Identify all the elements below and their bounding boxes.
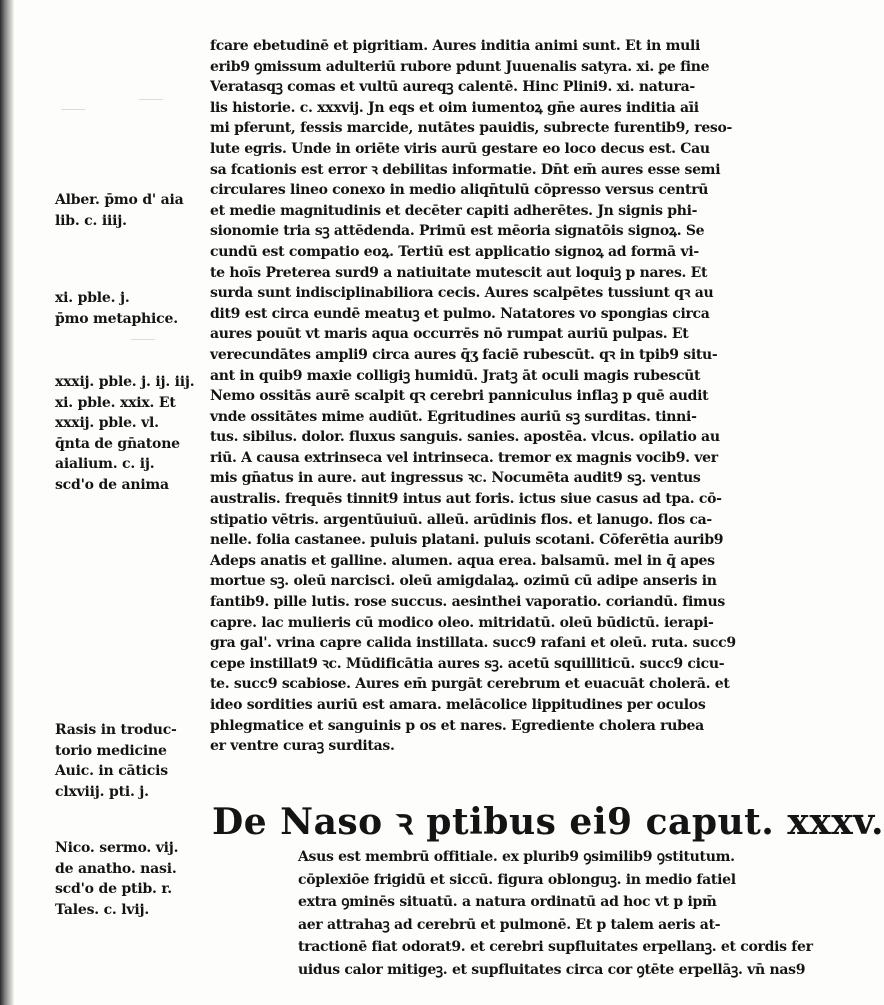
- text-line: et medie magnitudinis et decēter capiti adherētes. Jn signis phi-: [210, 202, 698, 219]
- text-line: dit9 est circa eundē meatuꝫ et pulmo. Natatores vo spongias circa: [210, 305, 710, 322]
- main-text-block: [210, 36, 770, 757]
- text-line: erib9 ꝯmissum adulteriū rubore pdunt Juuenalis satyra. xi. ꝑe fine: [210, 58, 710, 75]
- gutter-shadow: [0, 0, 14, 1005]
- text-line: phlegmatice et sanguinis p os et nares. Egrediente cholera rubea: [210, 717, 704, 734]
- text-line: aures pouūt vt maris aqua occurrēs nō rumpat auriū pulpas. Et: [210, 326, 689, 343]
- text-line: ideo sordities auriū est amara. melācolice lippitudines per oculos: [210, 697, 706, 713]
- chapter-text-block: [298, 846, 813, 981]
- text-line: vnde ossitātes mime audiūt. Egritudines auriū sꝫ surditas. tinni-: [210, 408, 697, 425]
- text-line: er ventre curaꝫ surditas.: [210, 738, 395, 755]
- margin-note: Nico. sermo. vij. de anatho. nasi. scd'o de ptib. r. Tales. c. lvij.: [55, 840, 179, 918]
- chapter-heading: De Naso ꝛ ptibus ei9 caput. xxxv.: [212, 801, 884, 843]
- text-line: gra gal'. vrina capre calida instillata. succ9 rafani et oleū. ruta. succ9: [210, 635, 736, 652]
- text-line: circulares lineo conexo in medio aliqn̄tulū cōpresso versus centrū: [210, 182, 709, 199]
- text-line: mis gn̄atus in aure. aut ingressus ꝛc. Nocumēta audit9 sꝫ. ventus: [210, 470, 701, 487]
- text-line: Asus est membrū offitiale. ex plurib9 ꝯsimilib9 ꝯstitutum.: [298, 849, 735, 865]
- text-line: ant in quib9 maxie colligiꝫ humidū. Jratꝫ āt oculi magis rubescūt: [210, 367, 701, 384]
- text-line: nelle. folia castanee. puluis platani. puluis scotani. Cōferētia aurib9: [210, 532, 724, 549]
- text-line: Veratasqꝫ comas et vultū aureqꝫ calentē. Hinc Plini9. xi. natura-: [210, 79, 695, 96]
- margin-note: xi. pble. j. p̄mo metaphice.: [55, 290, 178, 327]
- text-line: extra ꝯminēs situatū. a natura ordinatū ad hoc vt p ipm̄: [298, 894, 717, 910]
- text-line: fantib9. pille lutis. rose succus. aesinthei vaporatio. coriandū. fimus: [210, 594, 726, 611]
- text-line: capre. lac mulieris cū modico oleo. mitridatū. oleū būdictū. ierapi-: [210, 614, 714, 631]
- text-line: lute egris. Unde in oriēte viris aurū gestare eo loco decus est. Cau: [210, 140, 710, 157]
- text-line: stipatio vētris. argentūuiuū. alleū. arūdinis flos. et lanugo. flos ca-: [210, 511, 712, 528]
- text-line: verecundātes ampli9 circa aures q̄ʒ faciē rubescūt. qꝛ in tpib9 situ-: [210, 346, 718, 363]
- text-line: fcare ebetudinē et pigritiam. Aures inditia animi sunt. Et in muli: [210, 38, 701, 54]
- text-line: te hoīs Preterea surd9 a natiuitate mutescit aut loquiꝫ p nares. Et: [210, 264, 708, 281]
- text-line: cepe instillat9 ꝛc. Mūdificātia aures sꝫ. acetū squilliticū. succ9 cicu-: [210, 655, 725, 672]
- text-line: cundū est compatio eoꝝ. Tertiū est applicatio signoꝝ ad formā vi-: [210, 243, 699, 260]
- text-line: aer attrahaꝫ ad cerebrū et pulmonē. Et p talem aeris at-: [298, 916, 721, 933]
- text-line: cōplexiōe frigidū et siccū. figura oblonguꝫ. in medio fatiel: [298, 871, 736, 888]
- text-line: uidus calor mitigeꝫ. et supfluitates circa cor ꝯtēte erpellāꝫ. vn̄ nas9: [298, 961, 806, 978]
- text-line: surda sunt indisciplinabiliora cecis. Aures scalpētes tussiunt qꝛ au: [210, 285, 714, 302]
- text-line: sionomie tria sꝫ attēdenda. Primū est mēoria signatōis signoꝝ. Se: [210, 223, 705, 240]
- text-line: mortue sꝫ. oleū narcisci. oleū amigdalaꝝ. ozimū cū adipe anseris in: [210, 573, 717, 590]
- text-line: tractionē fiat odorat9. et cerebri supfluitates erpellanꝫ. et cordis fer: [298, 939, 813, 955]
- text-line: Nemo ossitās aurē scalpit qꝛ cerebri panniculus inflaꝫ p quē audit: [210, 388, 709, 405]
- text-line: te. succ9 scabiose. Aures em̄ purgāt cerebrum et euacuāt cholerā. et: [210, 676, 730, 693]
- text-line: mi pferunt, fessis marcide, nutātes pauidis, subrecte furentib9, reso-: [210, 120, 733, 137]
- text-line: lis historie. c. xxxvij. Jn eqs et oim iumentoꝝ gn̄e aures inditia aīi: [210, 99, 699, 116]
- margin-note: Rasis in troduc- torio medicine Auic. in cāticis clxviij. pti. j.: [55, 722, 177, 800]
- bleed-through-mark: ⸻: [60, 104, 85, 115]
- text-line: australis. frequēs tinnit9 intus aut foris. ictus siue casus ad tpa. cō-: [210, 491, 722, 508]
- text-line: sa fcationis est error ꝛ debilitas informatie. Dn̄t em̄ aures esse semi: [210, 161, 721, 178]
- text-line: riū. A causa extrinseca vel intrinseca. tremor ex magnis vocib9. ver: [210, 449, 718, 466]
- bleed-through-mark: ⸻: [138, 94, 163, 105]
- text-line: tus. sibilus. dolor. fluxus sanguis. sanies. apostēa. vlcus. opilatio au: [210, 429, 720, 446]
- margin-note: Alber. p̄mo d' aia lib. c. iiij.: [55, 192, 184, 229]
- bleed-through-mark: ⸻: [130, 334, 155, 345]
- text-line: Adeps anatis et galline. alumen. aqua erea. balsamū. mel in q̄ apes: [210, 552, 715, 569]
- margin-note: xxxij. pble. j. ij. iij. xi. pble. xxix. Et xxxij. pble. vl. q̄nta de gn̄atone aialium. c. ij. scd'o de anima: [55, 374, 195, 493]
